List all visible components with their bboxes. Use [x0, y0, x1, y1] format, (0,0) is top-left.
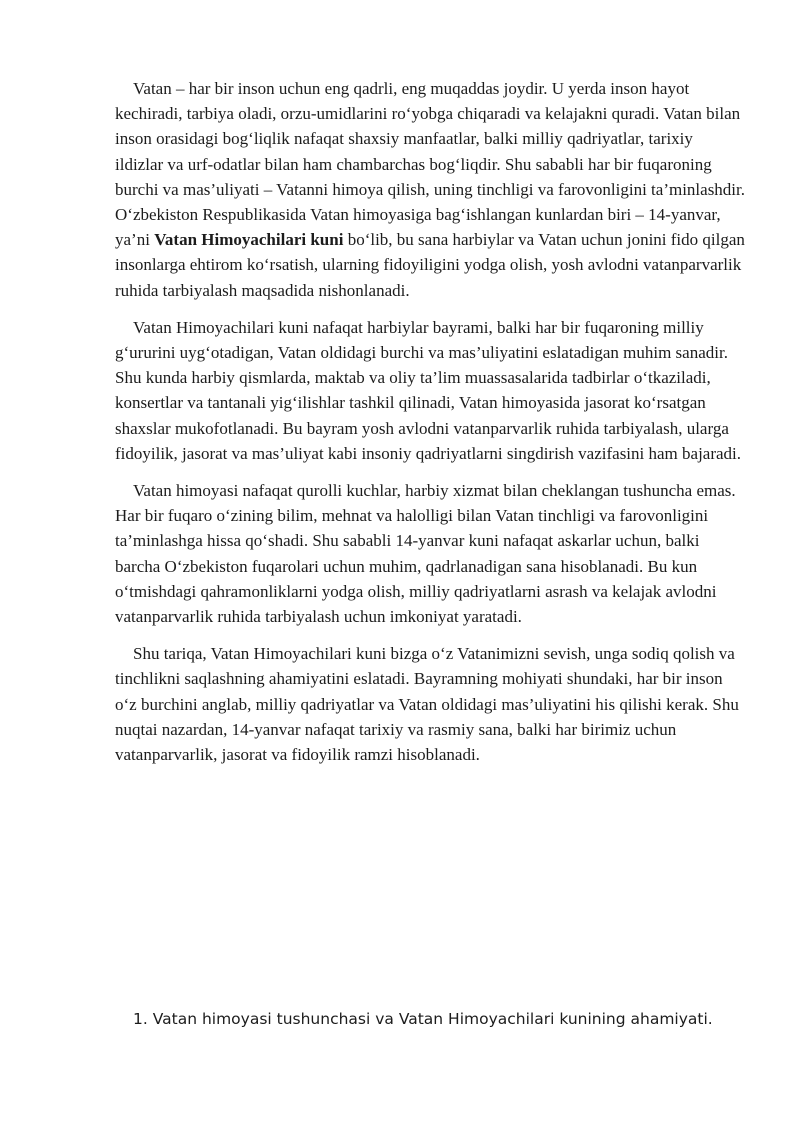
numbered-list [133, 1007, 773, 1031]
paragraph-1 [115, 76, 745, 303]
list-item: 1. Vatan himoyasi tushunchasi va Vatan Himoyachilari kunining ahamiyati. [133, 1010, 713, 1028]
document-body [115, 76, 745, 779]
paragraph-4: Shu tariqa, Vatan Himoyachilari kuni bizga oʻz Vatanimizni sevish, unga sodiq qolish va tinchlikni saqlashning ahamiyatini eslatadi. Bayramning mohiyati shundaki, har bir inson oʻz burchini anglab, milliy qadriyatlar va Vatan oldidagi mas’uliyatini his qilishi kerak. Shu nuqtai nazardan, 14-yanvar nafaqat tarixiy va rasmiy sana, balki har birimiz uchun vatanparvarlik, jasorat va fidoyilik ramzi hisoblanadi. [115, 644, 739, 765]
paragraph-1-text-start: Vatan – har bir inson uchun eng qadrli, eng muqaddas joydir. U yerda inson hayot kechiradi, tarbiya oladi, orzu-umidlarini roʻyobga chiqaradi va kelajakni quradi. Vatan bilan inson orasidagi bogʻliqlik nafaqat shaxsiy manfaatlar, balki milliy qadriyatlar, tarixiy ildizlar va urf-odatlar bilan ham chambarchas bogʻliqdir. Shu sababli har bir fuqaroning burchi va mas’uliyati – Vatanni himoya qilish, uning tinchligi va farovonligini ta’minlashdir. Oʻzbekiston Respublikasida Vatan himoyasiga bagʻishlangan kunlardan biri – 14-yanvar, ya’ni [115, 79, 746, 250]
paragraph-1-text-end: boʻlib, bu sana harbiylar va Vatan uchun jonini fido qilgan insonlarga ehtirom koʻrsatish, ularning fidoyiligini yodga olish, yosh avlodni vatanparvarlik ruhida tarbiyalash maqsadida nishonlanadi. [115, 230, 745, 300]
paragraph-3: Vatan himoyasi nafaqat qurolli kuchlar, harbiy xizmat bilan cheklangan tushuncha emas. Har bir fuqaro oʻzining bilim, mehnat va halolligi bilan Vatan tinchligi va farovonligini ta’minlashga hissa qoʻshadi. Shu sababli 14-yanvar kuni nafaqat askarlar uchun, balki barcha Oʻzbekiston fuqarolari uchun muhim, qadrlanadigan sana hisoblanadi. Bu kun oʻtmishdagi qahramonliklarni yodga olish, milliy qadriyatlarni asrash va kelajak avlodni vatanparvarlik ruhida tarbiyalash uchun imkoniyat yaratadi. [115, 481, 736, 627]
paragraph-2: Vatan Himoyachilari kuni nafaqat harbiylar bayrami, balki har bir fuqaroning milliy gʻururini uygʻotadigan, Vatan oldidagi burchi va mas’uliyatini eslatadigan muhim sanadir. Shu kunda harbiy qismlarda, maktab va oliy ta’lim muassasalarida tadbirlar oʻtkaziladi, konsertlar va tantanali yigʻilishlar tashkil qilinadi, Vatan himoyasida jasorat koʻrsatgan shaxslar mukofotlanadi. Bu bayram yosh avlodni vatanparvarlik ruhida tarbiyalash, ularga fidoyilik, jasorat va mas’uliyat kabi insoniy qadriyatlarni singdirish vazifasini ham bajaradi. [115, 317, 742, 463]
holiday-name-bold: Vatan Himoyachilari kuni [154, 230, 344, 250]
